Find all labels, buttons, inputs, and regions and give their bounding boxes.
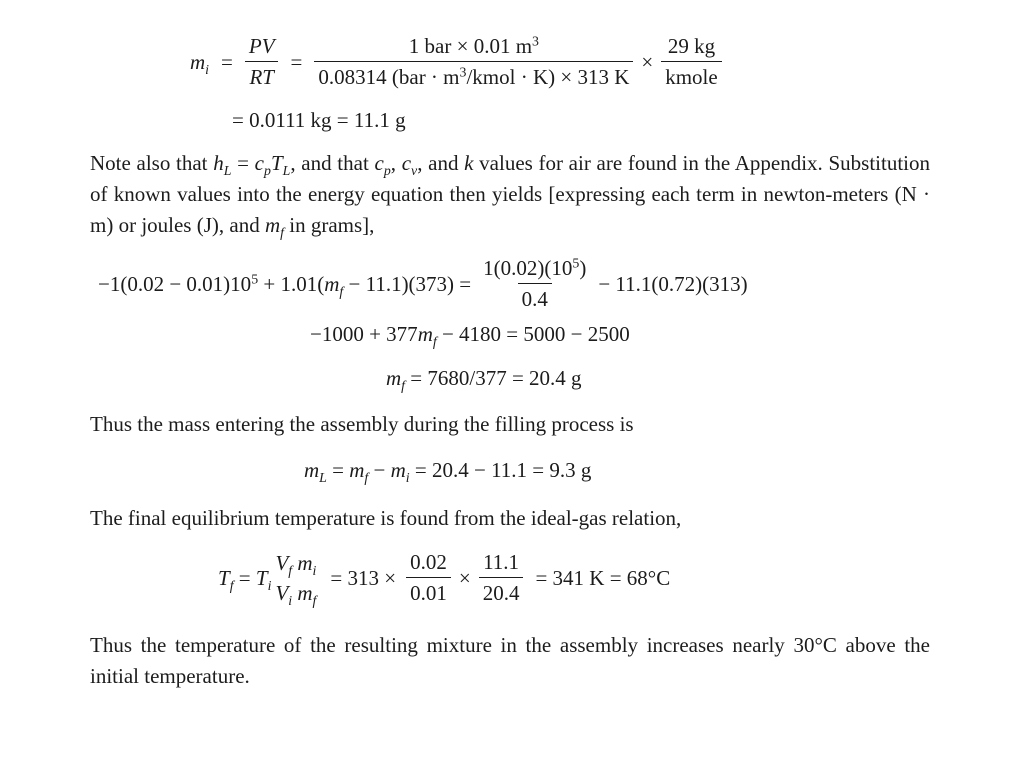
fraction-volume-mass-ratio: $V_f$ $m_i$ $V_i$ $m_f$ — [275, 550, 317, 608]
paragraph-equilibrium-temperature: The final equilibrium temperature is found from the ideal-gas relation, — [90, 506, 682, 530]
fraction-molar-mass: $\frac{29 kg}{\text{kmole}}$ — [661, 34, 722, 90]
equation-simplified: $-1000 + 377m_f - 4180 = 5000 - 2500$ — [310, 322, 630, 349]
equation-ideal-gas-mass: $m_i$ = $\frac{PV}{RT}$ = $\frac{1 bar \times 0.01 m^3}{0.08314 (bar \cdot m^3/kmol \cdot K) \times 313 K}$ × $\frac{29 kg}{\text{kmole}}$ — [190, 34, 722, 90]
paragraph-temperature-conclusion: Thus the temperature of the resulting mixture in the assembly increases nearly 30°C above the initial temperature. — [90, 633, 930, 688]
equation-mass-entering: $m_L = m_f - m_i = 20.4 - 11.1 = 9.3$ g — [304, 458, 592, 485]
fraction-pv-rt: $\frac{PV}{RT}$ — [245, 34, 279, 90]
equation-mass-result: = 0.0111 kg = 11.1 g — [232, 108, 406, 132]
fraction-work-term: $\frac{1(0.02)(10^5)}{0.4}$ — [483, 255, 587, 312]
equation-final-temperature: $T_f = T_i$ $V_f$ $m_i$ $V_i$ $m_f$ = 313 × $\frac{0.02}{0.01}$ × $\frac{11.1}{20.4}$ = 341 K = 68°C — [218, 550, 671, 608]
paragraph-energy-equation-note: Note also that $h_L = c_pT_L$, and that $c_p$, $c_v$, and k values for air are found in the Appendix. Substitution of known values into the energy equation then yields [expressing each term in newton-meters (N · m) or joules (J), and $m_f$ in grams], — [90, 151, 931, 240]
fraction-volume-values: $\frac{0.02}{0.01}$ — [406, 550, 451, 606]
equation-energy-substitution: $-1(0.02 - 0.01)10^5 + 1.01(m_f - 11.1)(373)$ = $\frac{1(0.02)(10^5)}{0.4}$ − 11.1(0.72)(313) — [98, 255, 748, 312]
fraction-mass-values: $\frac{11.1}{20.4}$ — [479, 550, 524, 606]
equation-final-mass: $m_f = 7680/377 = 20.4$ g — [386, 366, 582, 393]
paragraph-mass-entering: Thus the mass entering the assembly during the filling process is — [90, 412, 634, 436]
fraction-numeric-values: $\frac{1 bar \times 0.01 m^3}{0.08314 (bar \cdot m^3/kmol \cdot K) \times 313 K}$ — [314, 34, 633, 90]
